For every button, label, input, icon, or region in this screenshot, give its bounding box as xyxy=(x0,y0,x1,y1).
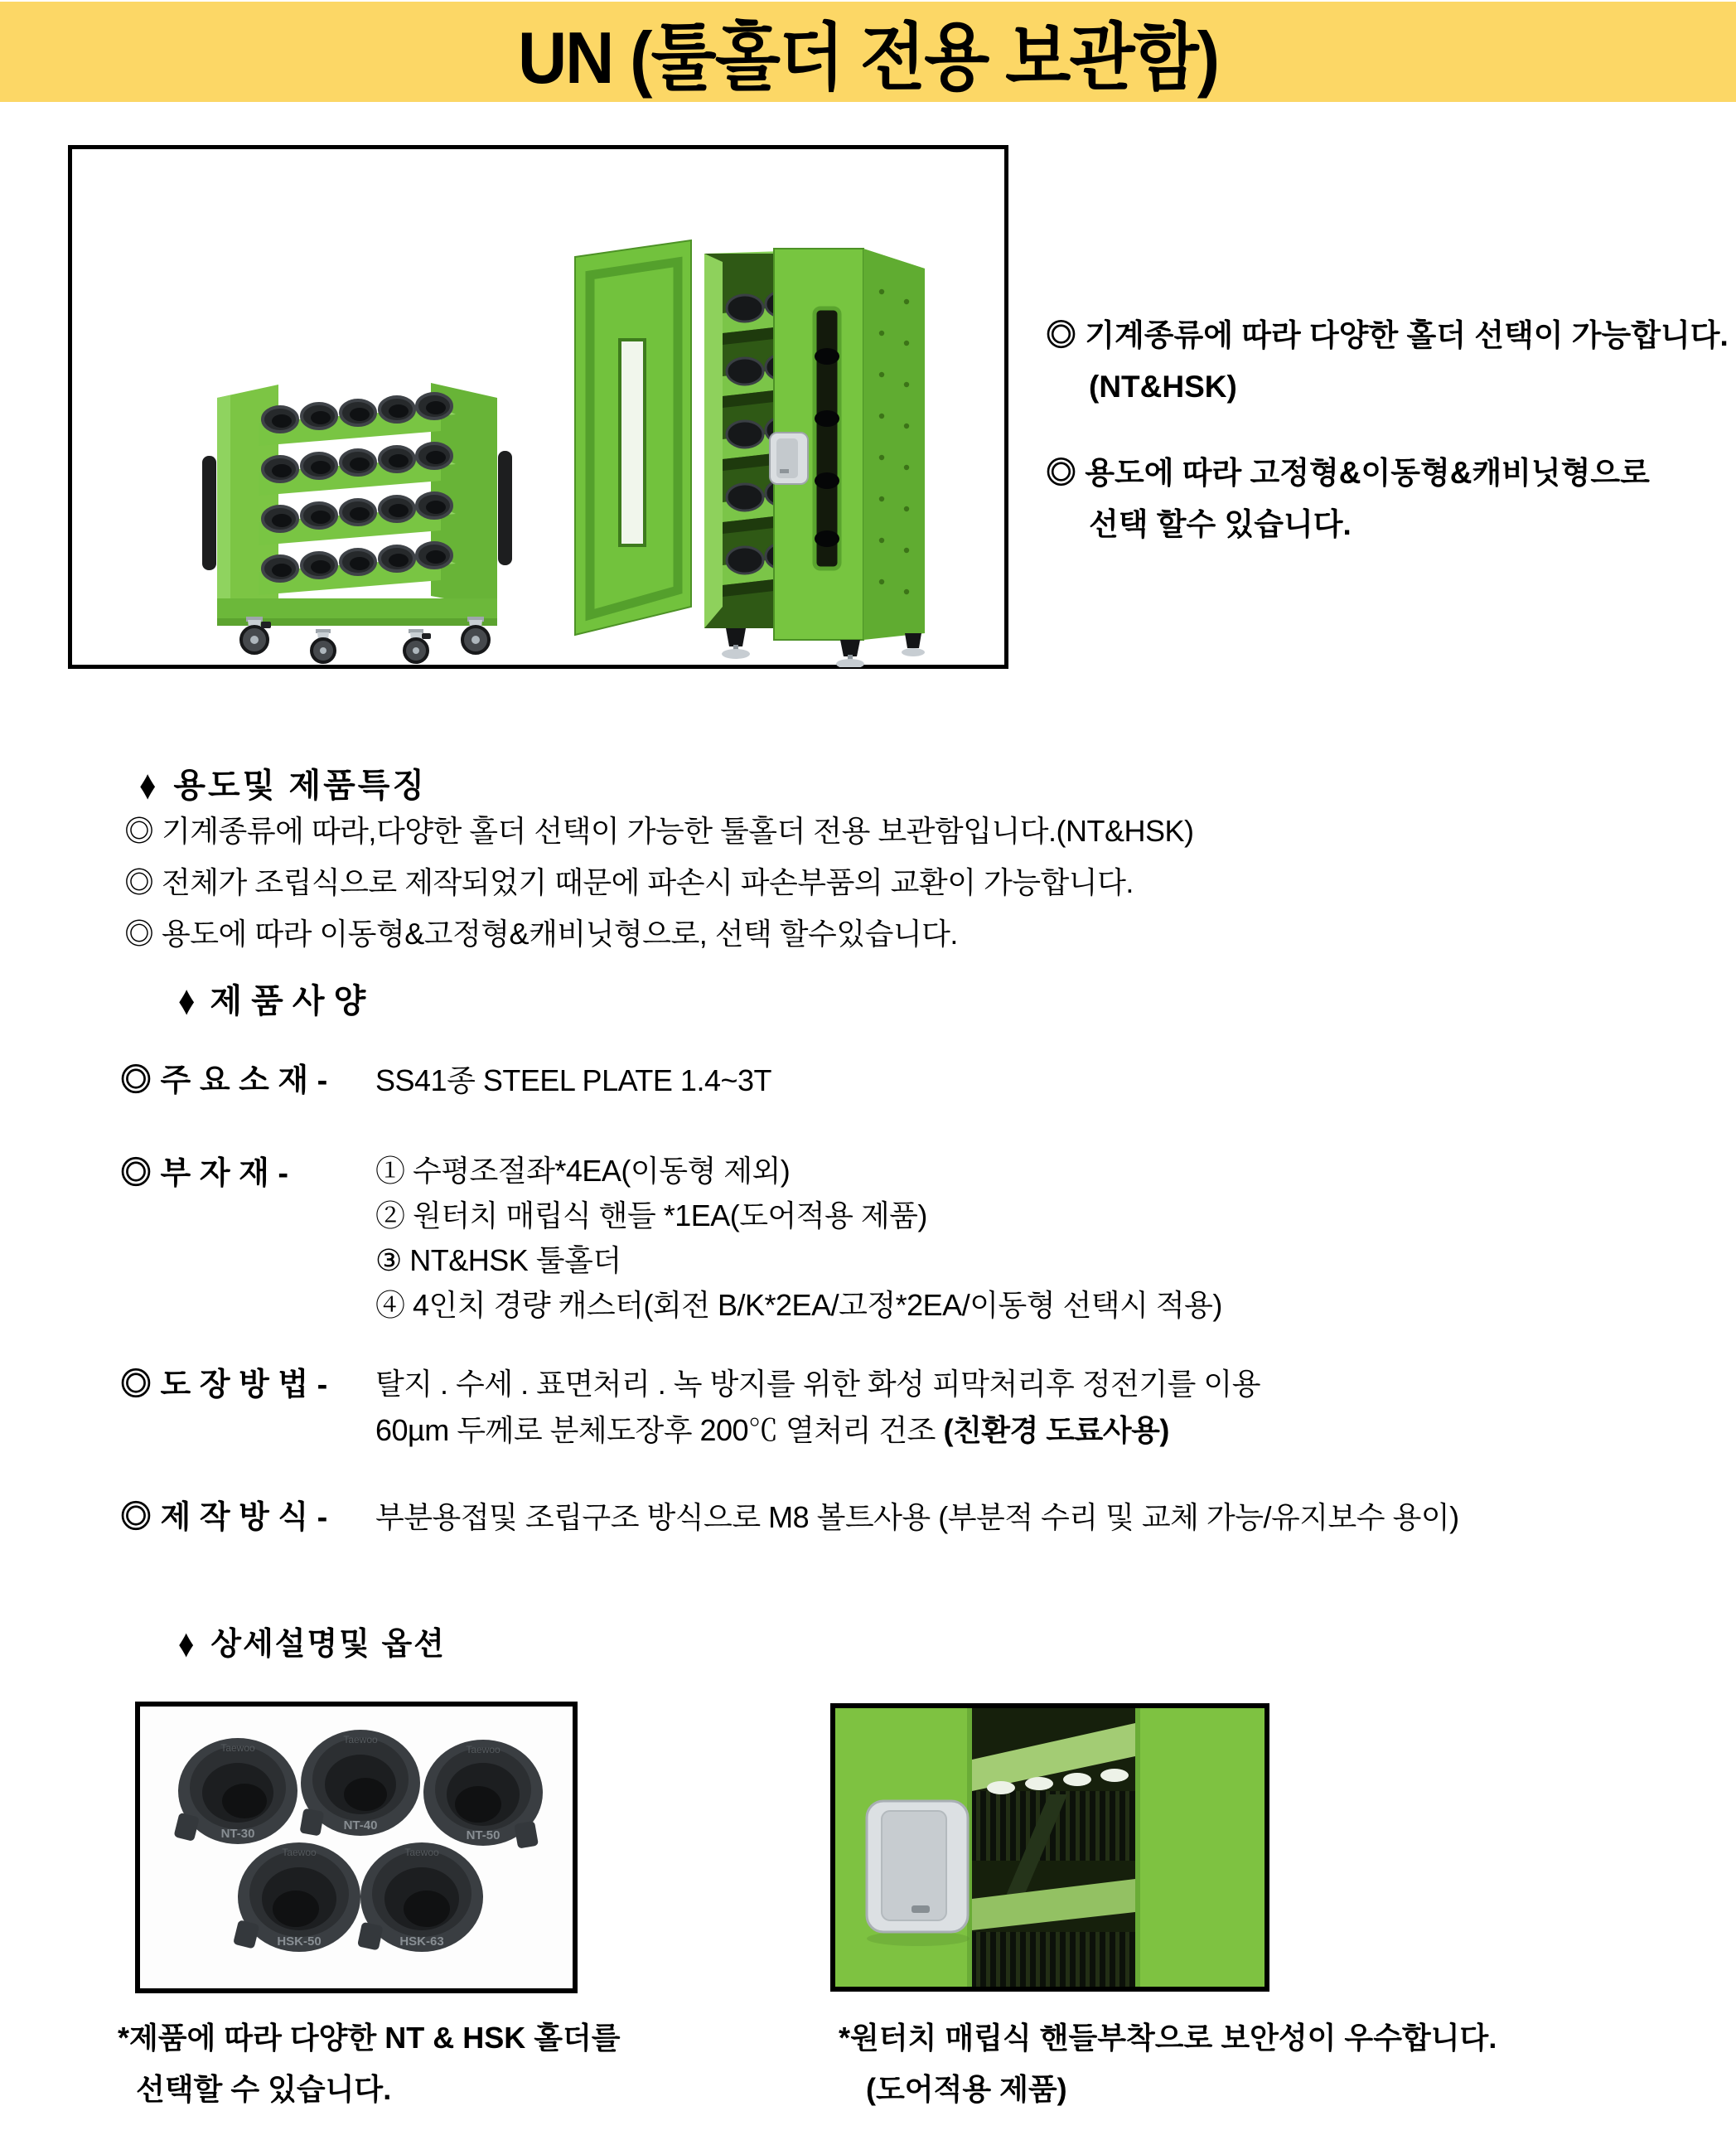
open-door-window xyxy=(620,340,645,545)
spec-painting-line2 xyxy=(375,1407,1260,1454)
closed-door-window xyxy=(815,308,839,569)
spec-painting-line1: 탈지 . 수세 . 표면처리 . 녹 방지를 위한 화성 피막처리후 정전기를 이용 xyxy=(375,1367,1260,1401)
spec-parts-label: ◎ 부 자 재 - xyxy=(120,1156,289,1191)
detail-image-holders xyxy=(135,1702,578,1993)
holder-label: HSK-63 xyxy=(399,1934,444,1949)
holder-label: NT-30 xyxy=(220,1827,255,1841)
holder-label: HSK-50 xyxy=(277,1934,322,1949)
spec-parts-items xyxy=(375,1149,1222,1328)
intro-bullet-2: ◎ 용도에 따라 고정형&이동형&캐비닛형으로 xyxy=(1046,456,1650,490)
intro-bullet-2-sub: 선택 할수 있습니다. xyxy=(1089,507,1352,541)
holder-label: NT-50 xyxy=(466,1828,500,1842)
intro-bullet-1: ◎ 기계종류에 따라 다양한 홀더 선택이 가능합니다. xyxy=(1046,318,1729,352)
spec-painting-line2-normal: 60µm 두께로 분체도장후 200℃ 열처리 건조 xyxy=(375,1413,944,1447)
spec-painting-line2-bold: (친환경 도료사용) xyxy=(943,1413,1169,1447)
product-photo-box xyxy=(68,145,1008,669)
holder-label: NT-40 xyxy=(343,1818,378,1833)
cabinet-open-door xyxy=(575,240,691,635)
spec-parts-item: ② 원터치 매립식 핸들 *1EA(도어적용 제품) xyxy=(375,1198,927,1232)
features-list xyxy=(124,806,1616,960)
spec-parts-item: ① 수평조절좌*4EA(이동형 제외) xyxy=(375,1154,791,1188)
spec-material-value: SS41종 STEEL PLATE 1.4~3T xyxy=(375,1063,772,1097)
spec-parts-item: ④ 4인치 경량 캐스터(회전 B/K*2EA/고정*2EA/이동형 선택시 적용) xyxy=(375,1288,1222,1322)
holder-brand-text: Taewoo xyxy=(466,1744,500,1755)
cart-handle-left xyxy=(202,456,216,570)
detail-image-handle xyxy=(830,1703,1269,1992)
holder-brand-text: Taewoo xyxy=(220,1742,255,1754)
caption-left-line1: *제품에 따라 다양한 NT & HSK 홀더를 xyxy=(118,2021,621,2055)
holder-brand-text: Taewoo xyxy=(282,1847,317,1858)
product-render-cabinet-image xyxy=(565,215,963,667)
caption-right-line1: *원터치 매립식 핸들부착으로 보안성이 우수합니다. xyxy=(839,2021,1497,2055)
feature-item: ◎ 기계종류에 따라,다양한 홀더 선택이 가능한 툴홀더 전용 보관함입니다.(NT&HSK) xyxy=(124,814,1194,848)
caption-right-line2: (도어적용 제품) xyxy=(866,2072,1067,2106)
cart-handle-right xyxy=(498,451,512,565)
specs-heading-label: 제 품 사 양 xyxy=(210,983,366,1019)
page-title: UN (툴홀더 전용 보관함) xyxy=(517,17,1219,99)
details-heading xyxy=(178,1618,446,1667)
spec-painting-lines xyxy=(375,1361,1260,1454)
details-heading-label: 상세설명및 옵션 xyxy=(210,1627,446,1662)
holder-brand-text: Taewoo xyxy=(343,1734,378,1745)
one-touch-handle-closeup xyxy=(867,1801,970,1946)
feature-item: ◎ 용도에 따라 이동형&고정형&캐비닛형으로, 선택 할수있습니다. xyxy=(124,917,958,951)
caption-left-line2: 선택할 수 있습니다. xyxy=(136,2072,392,2106)
spec-build-label: ◎ 제 작 방 식 - xyxy=(120,1500,328,1535)
diamond-icon: ♦ xyxy=(139,763,159,809)
spec-painting-label: ◎ 도 장 방 법 - xyxy=(120,1368,328,1402)
specs-heading xyxy=(178,975,365,1022)
feature-item: ◎ 전체가 조립식으로 제작되었기 때문에 파손시 파손부품의 교환이 가능합니다. xyxy=(124,865,1134,899)
one-touch-handle xyxy=(770,433,808,484)
cabinet-closed-door xyxy=(770,249,863,640)
intro-bullets xyxy=(1046,310,1729,550)
title-banner xyxy=(0,2,1736,102)
features-heading-label: 용도및 제품특징 xyxy=(173,767,428,804)
caption-left xyxy=(118,2012,621,2115)
product-render-cart-image xyxy=(167,358,549,665)
caption-right xyxy=(839,2012,1497,2115)
spec-parts-item: ③ NT&HSK 툴홀더 xyxy=(375,1243,621,1277)
features-heading xyxy=(139,759,428,809)
spec-material-label: ◎ 주 요 소 재 - xyxy=(120,1063,328,1098)
holder-brand-text: Taewoo xyxy=(404,1847,439,1858)
diamond-icon: ♦ xyxy=(178,978,196,1024)
holders-image xyxy=(140,1707,573,1988)
diamond-icon: ♦ xyxy=(178,1622,196,1667)
spec-build-value: 부분용접및 조립구조 방식으로 M8 볼트사용 (부분적 수리 및 교체 가능/유지보수 용이) xyxy=(375,1500,1459,1534)
intro-bullet-1-sub: (NT&HSK) xyxy=(1089,370,1237,404)
handle-image xyxy=(835,1708,1265,1987)
